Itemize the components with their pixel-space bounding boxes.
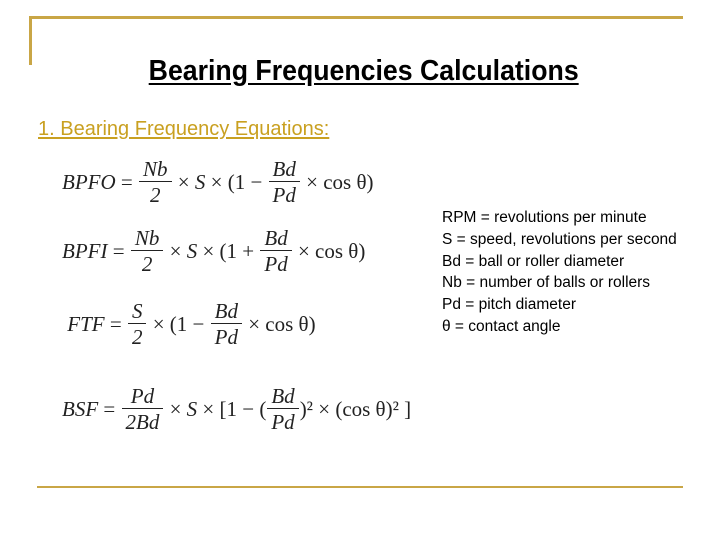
legend-item: RPM = revolutions per minute bbox=[442, 209, 647, 226]
denominator: 2 bbox=[128, 323, 147, 350]
formula-term: )² × (cos θ)² ] bbox=[299, 397, 412, 421]
numerator: Nb bbox=[134, 226, 160, 250]
top-rule bbox=[30, 16, 683, 19]
numerator: Bd bbox=[271, 384, 295, 408]
fraction bbox=[133, 226, 162, 277]
formula-term: × (1 − bbox=[205, 170, 268, 194]
formula-term: BPFI bbox=[62, 239, 108, 263]
denominator: 2Bd bbox=[122, 408, 164, 435]
formula-term: BSF bbox=[62, 397, 99, 421]
formula-term: FTF bbox=[62, 312, 105, 336]
formula-term: × bbox=[172, 170, 195, 194]
formula-term: S bbox=[194, 170, 206, 194]
legend-item: Pd = pitch diameter bbox=[442, 296, 576, 314]
fraction bbox=[213, 299, 240, 350]
bottom-rule bbox=[37, 486, 683, 488]
legend-item: Nb = number of balls or rollers bbox=[442, 274, 651, 292]
denominator: Pd bbox=[269, 181, 300, 208]
formula-bpfo bbox=[62, 157, 374, 208]
formula-term: = bbox=[104, 312, 127, 336]
numerator: Bd bbox=[264, 226, 288, 250]
legend-item: θ = contact angle bbox=[442, 317, 561, 335]
numerator: Nb bbox=[143, 157, 168, 181]
formula-term: = bbox=[107, 239, 130, 263]
variable-legend bbox=[442, 207, 677, 338]
legend-item: S = speed, revolutions per second bbox=[442, 230, 677, 248]
formula-term: × bbox=[164, 239, 187, 263]
fraction bbox=[271, 157, 298, 208]
formula-term: S bbox=[186, 397, 198, 421]
formula-term: × cos θ) bbox=[300, 170, 374, 194]
formula-bsf bbox=[62, 384, 411, 435]
denominator: Pd bbox=[267, 408, 298, 435]
formula-term: × (1 − bbox=[147, 312, 210, 336]
section-heading: 1. Bearing Frequency Equations: bbox=[38, 118, 330, 140]
formula-bpfi bbox=[62, 226, 365, 277]
formula-term: × cos θ) bbox=[242, 312, 316, 336]
numerator: S bbox=[131, 299, 143, 323]
formula-term: BPFO bbox=[62, 170, 116, 194]
formula-ftf bbox=[62, 299, 316, 350]
fraction bbox=[141, 157, 170, 208]
formula-term: × bbox=[164, 397, 187, 421]
fraction bbox=[262, 226, 289, 277]
denominator: 2 bbox=[139, 181, 172, 208]
fraction bbox=[269, 384, 296, 435]
numerator: Pd bbox=[130, 384, 155, 408]
formula-term: × (1 + bbox=[197, 239, 260, 263]
numerator: Bd bbox=[214, 299, 238, 323]
fraction bbox=[124, 384, 162, 435]
formula-term: × cos θ) bbox=[292, 239, 366, 263]
formula-term: = bbox=[98, 397, 121, 421]
slide-title: Bearing Frequencies Calculations bbox=[148, 55, 579, 87]
formula-term: × [1 − ( bbox=[197, 397, 267, 421]
legend-item: Bd = ball or roller diameter bbox=[442, 252, 625, 270]
numerator: Bd bbox=[272, 157, 296, 181]
denominator: Pd bbox=[211, 323, 242, 350]
formula-term: = bbox=[115, 170, 138, 194]
formula-term: S bbox=[186, 239, 198, 263]
denominator: 2 bbox=[131, 250, 164, 277]
denominator: Pd bbox=[260, 250, 291, 277]
fraction bbox=[130, 299, 145, 350]
